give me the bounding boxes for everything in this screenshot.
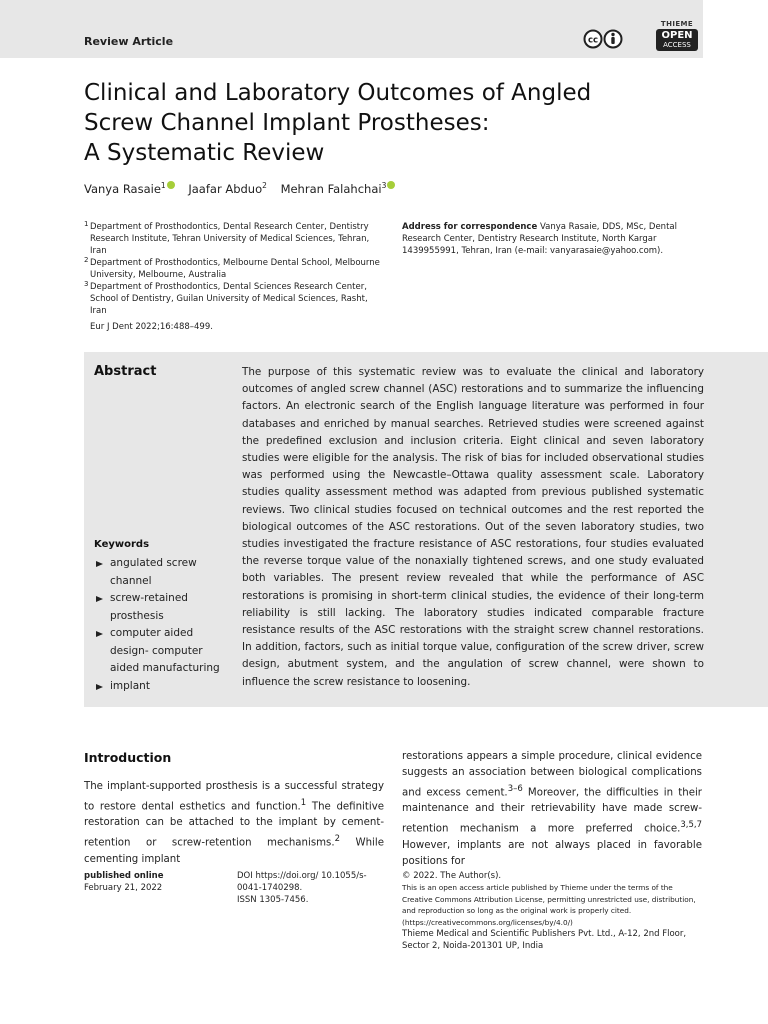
author[interactable]: Vanya Rasaie$^1$: [84, 182, 175, 196]
introduction-paragraph-continued: restorations appears a simple procedure, clinical evidence suggests an association between biological complications and excess cement.$^{3-6}$ Moreover, the difficulties in their maintenance and their retrievability have made screw-retention mechanism a more preferred choice.$^{3,5,7}$ However, implants are not always placed in favorable positions for: [402, 751, 702, 867]
license-icons[interactable]: [583, 29, 623, 49]
issn: ISSN 1305-7456.: [237, 895, 309, 905]
introduction-right-column: [402, 749, 702, 870]
journal-citation: Eur J Dent 2022;16:488–499.: [90, 322, 213, 332]
keyword-item: angulated screw channel: [94, 555, 234, 590]
correspondence: [402, 221, 692, 257]
abstract-section: [84, 352, 768, 707]
keywords-list: [94, 555, 234, 695]
keyword-item: computer aided design- computer aided manufacturing: [94, 625, 234, 678]
reference-link[interactable]: 3,5,7: [680, 820, 702, 831]
affiliations: [84, 221, 384, 317]
reference-link[interactable]: 1: [300, 798, 307, 808]
thieme-open-access-logo: THIEME OPEN ACCESS: [656, 20, 698, 51]
author[interactable]: Mehran Falahchai$^3$: [281, 182, 396, 196]
title-line: A Systematic Review: [84, 140, 325, 166]
doi-link[interactable]: https://doi.org/ 10.1055/s-0041-1740298.: [237, 871, 367, 893]
keyword-item: screw-retained prosthesis: [94, 590, 234, 625]
affiliation: 2 Department of Prosthodontics, Melbourne Dental School, Melbourne University, Melbourne, Australia: [84, 256, 380, 280]
publication-date: published online February 21, 2022: [84, 871, 164, 893]
title-line: Clinical and Laboratory Outcomes of Angled: [84, 80, 592, 106]
title-line: Screw Channel Implant Prostheses:: [84, 110, 490, 136]
doi-info: DOI https://doi.org/ 10.1055/s-0041-1740298. ISSN 1305-7456.: [237, 871, 367, 905]
article-title: [84, 78, 644, 168]
creative-commons-icon: [585, 31, 602, 48]
affiliation: 1 Department of Prosthodontics, Dental Research Center, Dentistry Research Institute, Tehran University of Medical Sciences, Tehran, Iran: [84, 220, 370, 256]
introduction-heading: Introduction: [84, 750, 172, 765]
header-bar: [0, 0, 703, 58]
attribution-icon: [605, 31, 622, 48]
copyright: © 2022. The Author(s).: [402, 871, 502, 881]
keywords-heading: Keywords: [94, 539, 150, 550]
introduction-left-column: [84, 750, 384, 868]
orcid-icon[interactable]: [167, 181, 175, 189]
correspondence-text[interactable]: Vanya Rasaie, DDS, MSc, Dental Research Center, Dentistry Research Institute, North Kargar 1439955991, Tehran, Iran (e-mail: vanyarasaie@yahoo.com).: [402, 222, 677, 256]
publisher-address: Thieme Medical and Scientific Publishers Pvt. Ltd., A-12, 2nd Floor, Sector 2, Noida-201301 UP, India: [402, 929, 687, 951]
orcid-icon[interactable]: [387, 181, 395, 189]
affiliation: 3 Department of Prosthodontics, Dental Sciences Research Center, School of Dentistry, Guilan University of Medical Sciences, Rasht, Iran: [84, 280, 368, 316]
license-text: This is an open access article published by Thieme under the terms of the Creative Commons Attribution License, permitting unrestricted use, distribution, and reproduction so long as the original work is properly cited. (https://creativecommons.org/licenses/by/4.0/): [402, 883, 696, 927]
reference-link[interactable]: 3–6: [507, 784, 523, 794]
keyword-item: implant: [94, 678, 234, 696]
abstract-text: The purpose of this systematic review was to evaluate the clinical and laboratory outcomes of angled screw channel (ASC) restorations and to summarize the influencing factors. An electronic search of the English language literature was performed in four databases and enriched by manual searches. Retrieved studies were screened against the predefined exclusion and inclusion criteria. Eight clinical and seven laboratory studies were eligible for the analysis. The risk of bias for included observational studies was performed using the Newcastle–Ottawa quality assessment scale. Laboratory studies quality assessment method was adapted from previous published systematic reviews. Two clinical studies focused on technical outcomes and the rest reported the biological outcomes of the ASC restorations. Out of the seven laboratory studies, two studies investigated the fracture resistance of ASC restorations, four studies evaluated the reverse torque value of the nonaxially tightened screws, and one study evaluated both variables. The present review revealed that while the performance of ASC restorations is promising in short-term clinical studies, the evidence of their long-term reliability is still lacking. The laboratory studies indicated comparable fracture resistance results of the ASC restorations with the straight screw channel restorations. In addition, factors, such as initial torque value, configuration of the screw driver, screw design, abutment system, and the angulation of screw channel, were shown to influence the screw resistance to loosening.: [242, 366, 704, 688]
introduction-paragraph: The implant-supported prosthesis is a successful strategy to restore dental esthetics and function.$^1$ The definitive restoration can be attached to the implant by cement-retention or screw-retention mechanisms.$^2$ While cementing implant: [84, 781, 385, 865]
reference-link[interactable]: 2: [334, 834, 341, 845]
abstract-heading: Abstract: [94, 364, 157, 379]
author-list: [84, 181, 405, 196]
correspondence-label: Address for correspondence: [402, 222, 538, 232]
article-type: Review Article: [84, 35, 174, 48]
author[interactable]: Jaafar Abduo$^2$: [188, 181, 267, 196]
svg-text:cc: cc: [587, 35, 599, 46]
copyright-info: [402, 870, 702, 952]
